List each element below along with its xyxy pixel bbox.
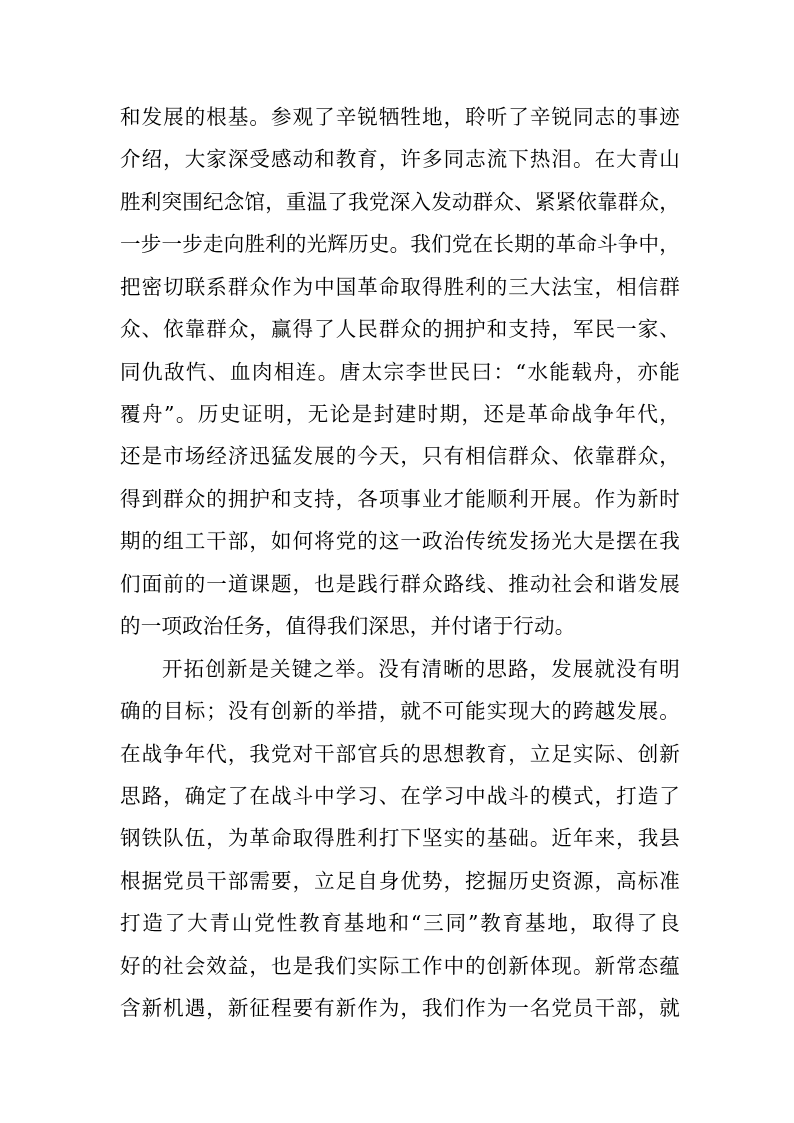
text-line-20: 打造了大青山党性教育基地和“三同”教育基地，取得了良 bbox=[120, 911, 680, 935]
text-line-18: 钢铁队伍，为革命取得胜利打下坚实的基础。近年来，我县 bbox=[120, 826, 680, 850]
text-line-12: 们面前的一道课题，也是践行群众路线、推动社会和谐发展 bbox=[120, 572, 680, 596]
text-line-1: 和发展的根基。参观了辛锐牺牲地，聆听了辛锐同志的事迹 bbox=[120, 105, 680, 129]
text-line-16: 在战争年代，我党对干部官兵的思想教育，立足实际、创新 bbox=[120, 742, 680, 766]
text-line-21: 好的社会效益，也是我们实际工作中的创新体现。新常态蕴 bbox=[120, 954, 680, 978]
text-line-9: 还是市场经济迅猛发展的今天，只有相信群众、依靠群众， bbox=[120, 444, 680, 468]
text-line-22: 含新机遇，新征程要有新作为，我们作为一名党员干部，就 bbox=[120, 996, 680, 1020]
text-line-3: 胜利突围纪念馆，重温了我党深入发动群众、紧紧依靠群众， bbox=[120, 190, 680, 214]
text-line-15: 确的目标；没有创新的举措，就不可能实现大的跨越发展。 bbox=[120, 699, 680, 723]
text-line-5: 把密切联系群众作为中国革命取得胜利的三大法宝，相信群 bbox=[120, 275, 680, 299]
text-line-11: 期的组工干部，如何将党的这一政治传统发扬光大是摆在我 bbox=[120, 529, 680, 553]
text-line-17: 思路，确定了在战斗中学习、在学习中战斗的模式，打造了 bbox=[120, 784, 680, 808]
text-line-2: 介绍，大家深受感动和教育，许多同志流下热泪。在大青山 bbox=[120, 147, 680, 171]
text-line-7: 同仇敌忾、血肉相连。唐太宗李世民曰：“水能载舟，亦能 bbox=[120, 360, 680, 384]
text-line-4: 一步一步走向胜利的光辉历史。我们党在长期的革命斗争中， bbox=[120, 232, 680, 256]
paragraph-2-first-line: 开拓创新是关键之举。没有清晰的思路，发展就没有明 bbox=[162, 657, 680, 681]
text-line-19: 根据党员干部需要，立足自身优势，挖掘历史资源，高标准 bbox=[120, 869, 680, 893]
text-line-10: 得到群众的拥护和支持，各项事业才能顺利开展。作为新时 bbox=[120, 487, 680, 511]
text-line-6: 众、依靠群众，赢得了人民群众的拥护和支持，军民一家、 bbox=[120, 317, 680, 341]
text-line-8: 覆舟”。历史证明，无论是封建时期，还是革命战争年代， bbox=[120, 402, 680, 426]
text-line-13: 的一项政治任务，值得我们深思，并付诸于行动。 bbox=[120, 614, 576, 638]
